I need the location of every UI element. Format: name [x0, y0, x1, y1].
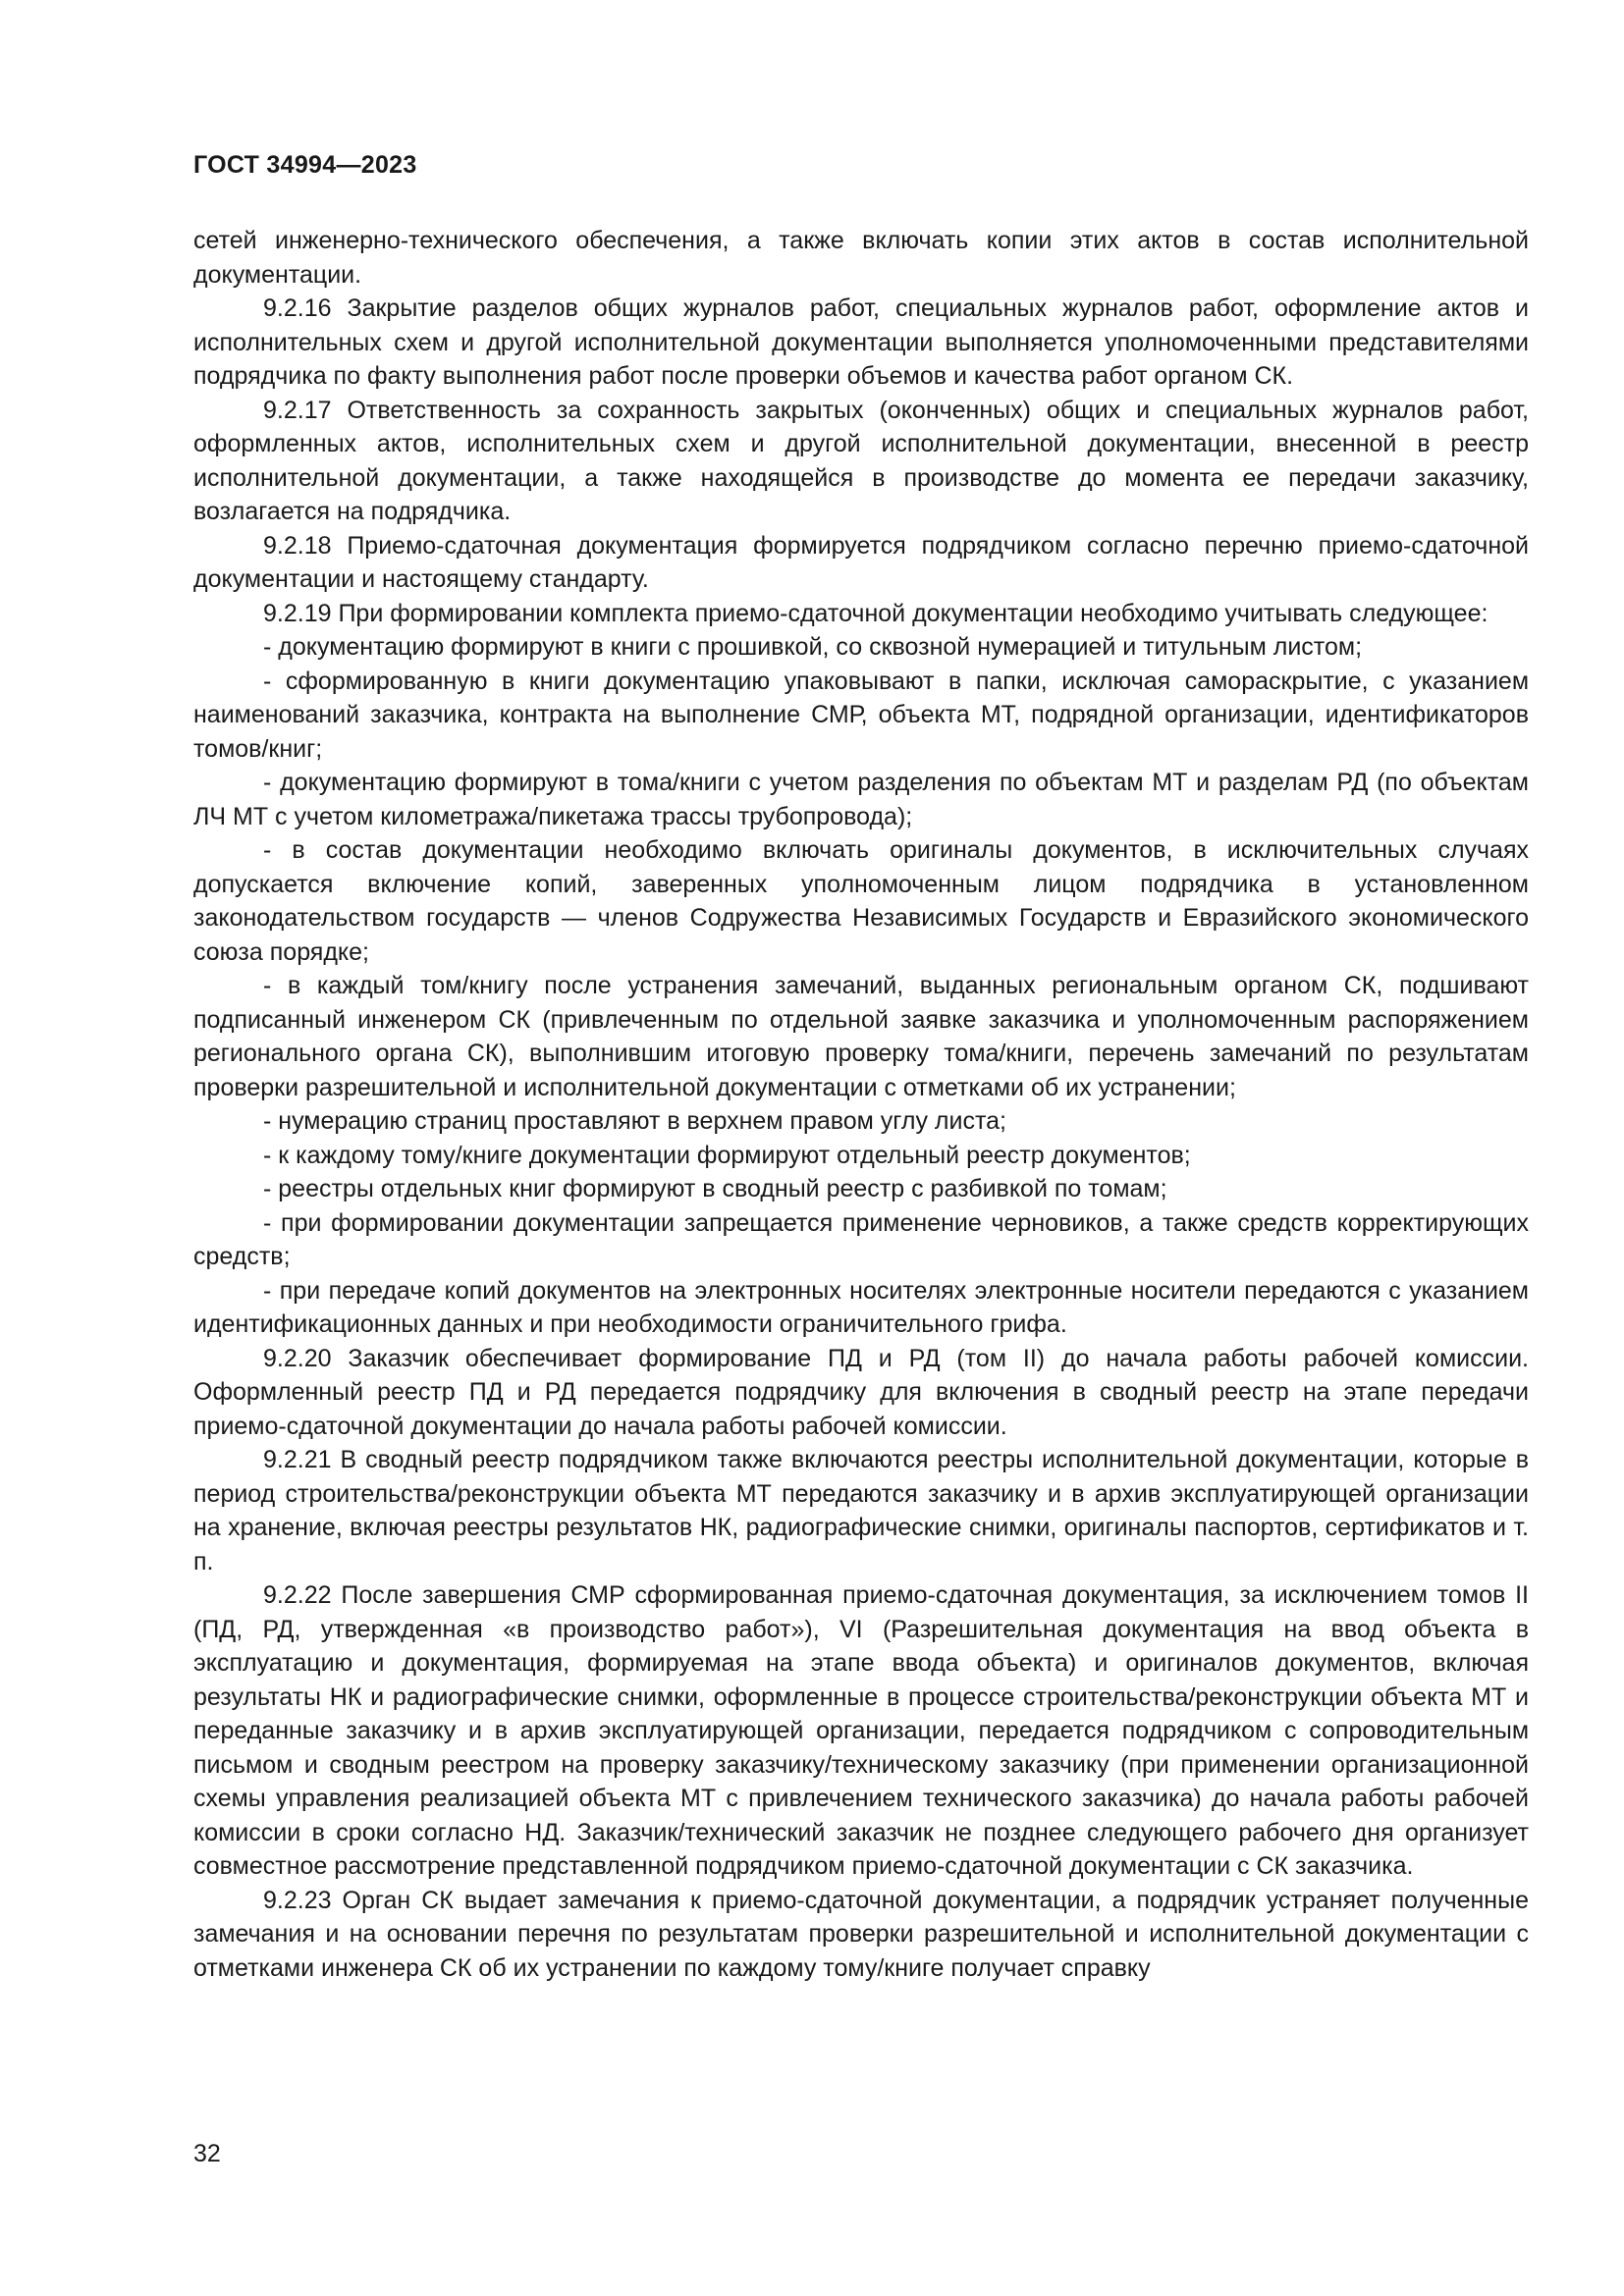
list-item: - к каждому тому/книге документации формируют отдельный реестр документов; [263, 1141, 1191, 1169]
list-item: - в состав документации необходимо включать оригиналы документов, в исключительных случаях допускается включение копий, заверенных уполномоченным лицом подрядчика в установленном законодательством государств — членов Содружества Независимых Государств и Евразийского экономического союза порядке; [193, 836, 1529, 966]
clause-9-2-17: 9.2.17 Ответственность за сохранность закрытых (оконченных) общих и специальных журналов работ, оформленных актов, исполнительных схем и другой исполнительной документации, внесенной в реестр исполнительной документации, а также находящейся в производстве до момента ее передачи заказчику, возлагается на подрядчика. [193, 396, 1529, 525]
document-code-header: ГОСТ 34994—2023 [193, 151, 417, 179]
body-text [193, 224, 1529, 1985]
clause-9-2-16: 9.2.16 Закрытие разделов общих журналов работ, специальных журналов работ, оформление актов и исполнительных схем и другой исполнительной документации выполняется уполномоченными представителями подрядчика по факту выполнения работ после проверки объемов и качества работ органом СК. [193, 294, 1529, 390]
list-item: - нумерацию страниц проставляют в верхнем правом углу листа; [263, 1107, 1006, 1135]
clause-9-2-19: 9.2.19 При формировании комплекта приемо-сдаточной документации необходимо учитывать следующее: [263, 599, 1489, 627]
list-item: - в каждый том/книгу после устранения замечаний, выданных региональным органом СК, подшивают подписанный инженером СК (привлеченным по отдельной заявке заказчика и уполномоченным распоряжением регионального органа СК), выполнившим итоговую проверку тома/книги, перечень замечаний по результатам проверки разрешительной и исполнительной документации с отметками об их устранении; [193, 972, 1529, 1101]
paragraph-continuation: сетей инженерно-технического обеспечения, а также включать копии этих актов в состав исполнительной документации. [193, 227, 1529, 289]
list-item: - документацию формируют в тома/книги с учетом разделения по объектам МТ и разделам РД (по объектам ЛЧ МТ с учетом километража/пикетажа трассы трубопровода); [193, 769, 1529, 830]
list-item: - документацию формируют в книги с прошивкой, со сквозной нумерацией и титульным листом; [263, 633, 1363, 661]
list-item: - при передаче копий документов на электронных носителях электронные носители передаются с указанием идентификационных данных и при необходимости ограничительного грифа. [193, 1276, 1529, 1338]
list-item: - реестры отдельных книг формируют в сводный реестр с разбивкой по томам; [263, 1175, 1167, 1202]
clause-9-2-21: 9.2.21 В сводный реестр подрядчиком также включаются реестры исполнительной документации, которые в период строительства/реконструкции объекта МТ передаются заказчику и в архив эксплуатирующей организации на хранение, включая реестры результатов НК, радиографические снимки, оригиналы паспортов, сертификатов и т. п. [193, 1446, 1529, 1575]
clause-9-2-23: 9.2.23 Орган СК выдает замечания к приемо-сдаточной документации, а подрядчик устраняет полученные замечания и на основании перечня по результатам проверки разрешительной и исполнительной документации с отметками инженера СК об их устранении по каждому тому/книге получает справку [193, 1886, 1529, 1982]
clause-9-2-20: 9.2.20 Заказчик обеспечивает формирование ПД и РД (том II) до начала работы рабочей комиссии. Оформленный реестр ПД и РД передается подрядчику для включения в сводный реестр на этапе передачи приемо-сдаточной документации до начала работы рабочей комиссии. [193, 1344, 1529, 1440]
list-item: - при формировании документации запрещается применение черновиков, а также средств корректирующих средств; [193, 1208, 1529, 1270]
clause-9-2-18: 9.2.18 Приемо-сдаточная документация формируется подрядчиком согласно перечню приемо-сдаточной документации и настоящему стандарту. [193, 531, 1529, 593]
list-item: - сформированную в книги документацию упаковывают в папки, исключая самораскрытие, с указанием наименований заказчика, контракта на выполнение СМР, объекта МТ, подрядной организации, идентификаторов томов/книг; [193, 667, 1529, 763]
clause-9-2-22: 9.2.22 После завершения СМР сформированная приемо-сдаточная документация, за исключением томов II (ПД, РД, утвержденная «в производство работ»), VI (Разрешительная документация на ввод объекта в эксплуатацию и документация, формируемая на этапе ввода объекта) и оригиналов документов, включая результаты НК и радиографические снимки, оформленные в процессе строительства/реконструкции объекта МТ и переданные заказчику и в архив эксплуатирующей организации, передается подрядчиком с сопроводительным письмом и сводным реестром на проверку заказчику/техническому заказчику (при применении организационной схемы управления реализацией объекта МТ с привлечением технического заказчика) до начала работы рабочей комиссии в сроки согласно НД. Заказчик/технический заказчик не позднее следующего рабочего дня организует совместное рассмотрение представленной подрядчиком приемо-сдаточной документации с СК заказчика. [193, 1581, 1529, 1880]
page-number: 32 [193, 2140, 221, 2167]
